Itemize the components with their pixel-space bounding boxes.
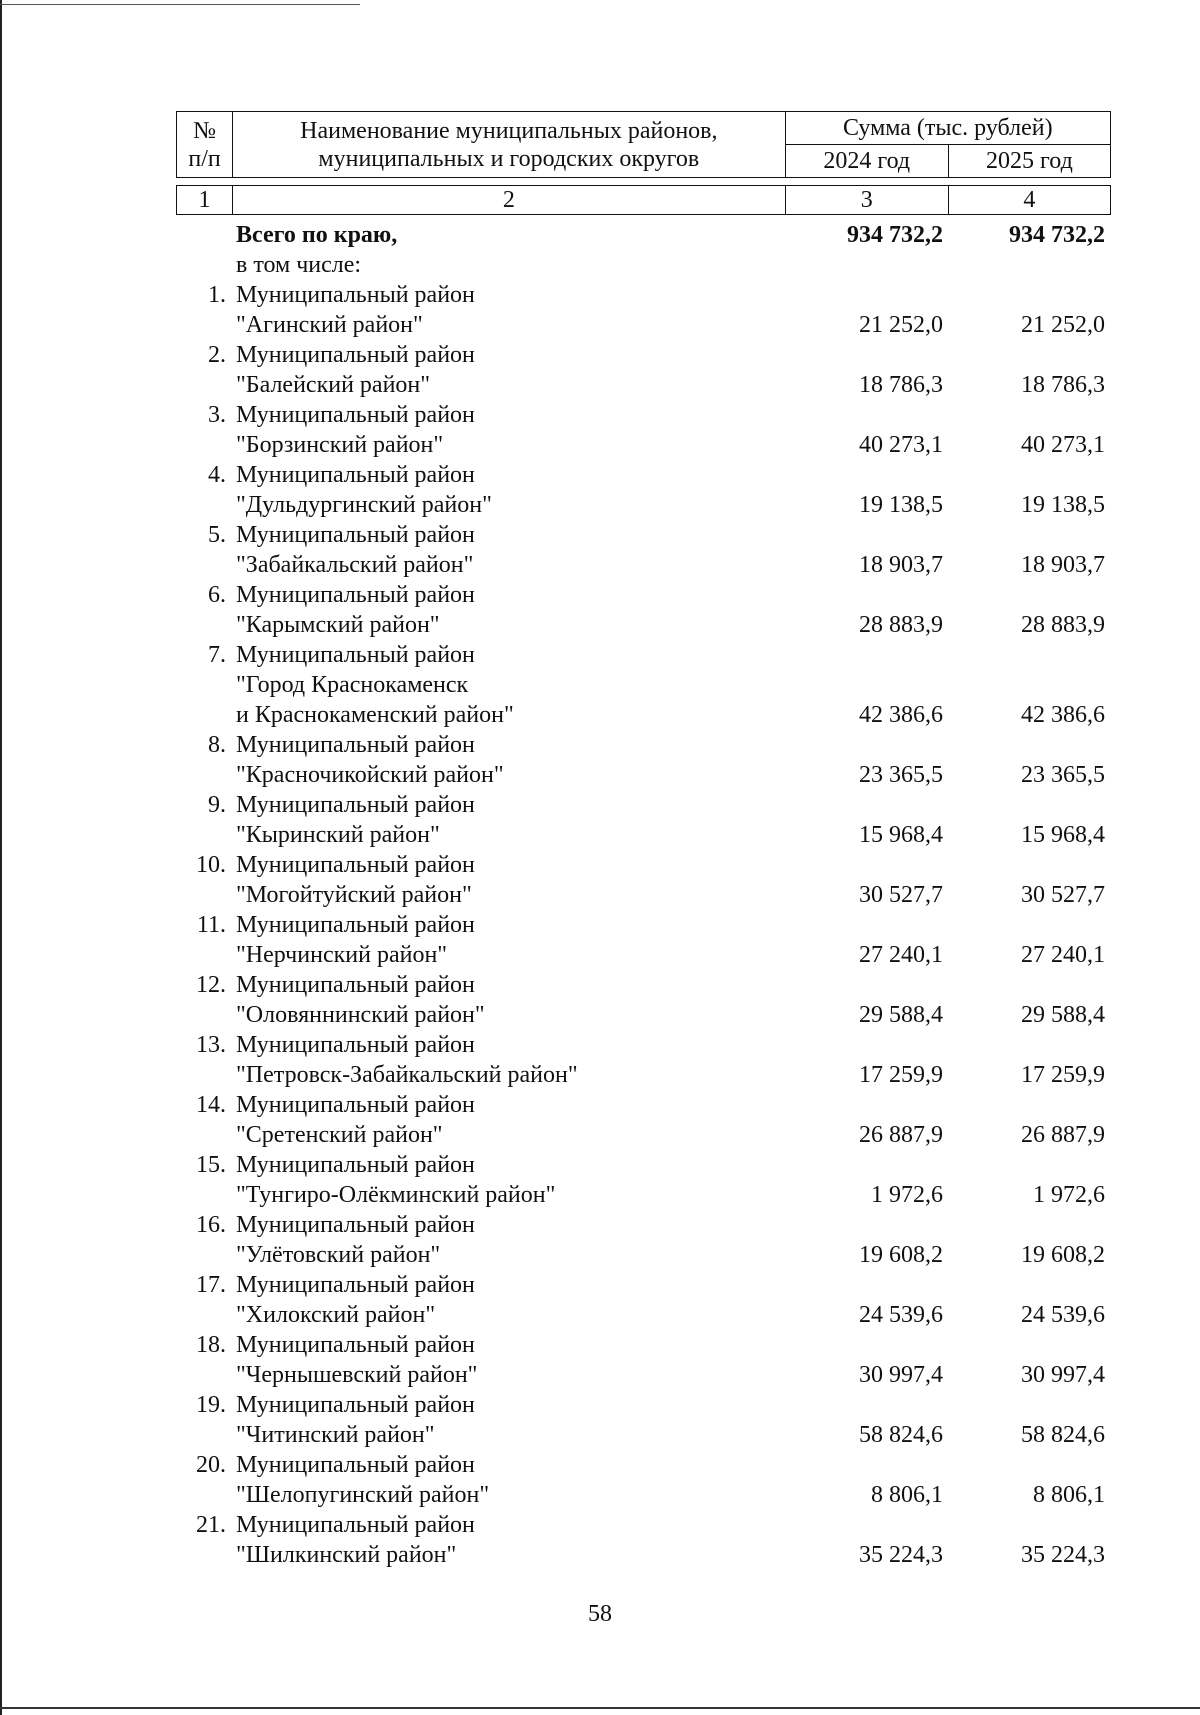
row-value-2024: 15 968,4: [859, 822, 943, 848]
row-name-line: Муниципальный район: [236, 1452, 475, 1478]
table-row: [176, 1150, 1111, 1210]
including-row: [176, 250, 1111, 280]
row-value-2024: 40 273,1: [859, 432, 943, 458]
header-name-cell: [233, 112, 786, 178]
district-rows: [176, 280, 1111, 1570]
row-name-line: Муниципальный район: [236, 282, 475, 308]
row-number: 20.: [196, 1452, 226, 1478]
row-value-2025: 21 252,0: [1021, 312, 1105, 338]
row-value-2024: 18 786,3: [859, 372, 943, 398]
row-district-name: [232, 1210, 784, 1270]
header-year-2025: 2025 год: [948, 145, 1110, 178]
row-value-2025: 18 786,3: [1021, 372, 1105, 398]
row-value-2025: 24 539,6: [1021, 1302, 1105, 1328]
row-name-line: Муниципальный район: [236, 852, 475, 878]
row-number: 19.: [196, 1392, 226, 1418]
row-value-2025: 40 273,1: [1021, 432, 1105, 458]
row-value-2025: 42 386,6: [1021, 702, 1105, 728]
total-num: [176, 220, 232, 250]
row-name-line: "Улётовский район": [236, 1242, 441, 1268]
row-value-2024: 27 240,1: [859, 942, 943, 968]
row-value-2024: 29 588,4: [859, 1002, 943, 1028]
row-district-name: [232, 1090, 784, 1150]
row-name-line: Муниципальный район: [236, 342, 475, 368]
row-name-line: Муниципальный район: [236, 912, 475, 938]
row-value-2025: 1 972,6: [1033, 1182, 1105, 1208]
row-name-line: "Агинский район": [236, 312, 423, 338]
row-number: 16.: [196, 1212, 226, 1238]
table-row: [176, 730, 1111, 790]
row-value-2025: 30 997,4: [1021, 1362, 1105, 1388]
row-number: 12.: [196, 972, 226, 998]
row-name-line: "Нерчинский район": [236, 942, 448, 968]
row-value-2025: 28 883,9: [1021, 612, 1105, 638]
table-row: [176, 1330, 1111, 1390]
row-value-2025: 26 887,9: [1021, 1122, 1105, 1148]
row-value-2024: 30 527,7: [859, 882, 943, 908]
row-number: 6.: [208, 582, 226, 608]
total-row: [176, 220, 1111, 250]
row-number: 10.: [196, 852, 226, 878]
column-number-3: 3: [785, 186, 948, 215]
row-number: 8.: [208, 732, 226, 758]
row-name-line: Муниципальный район: [236, 792, 475, 818]
row-name-line: Муниципальный район: [236, 1032, 475, 1058]
row-number: 9.: [208, 792, 226, 818]
table-body: [176, 220, 1111, 1570]
row-name-line: "Борзинский район": [236, 432, 444, 458]
row-name-line: "Тунгиро-Олёкминский район": [236, 1182, 556, 1208]
row-value-2025: 15 968,4: [1021, 822, 1105, 848]
row-name-line: "Кыринский район": [236, 822, 440, 848]
row-district-name: [232, 1030, 784, 1090]
row-value-2024: 23 365,5: [859, 762, 943, 788]
table-row: [176, 970, 1111, 1030]
row-value-2025: 19 608,2: [1021, 1242, 1105, 1268]
header-num-line2: п/п: [188, 145, 221, 172]
row-name-line: "Карымский район": [236, 612, 440, 638]
row-name-line: Муниципальный район: [236, 1092, 475, 1118]
table-row: [176, 640, 1111, 730]
table-row: [176, 850, 1111, 910]
header-year-2024: 2024 год: [785, 145, 948, 178]
row-value-2024: 42 386,6: [859, 702, 943, 728]
row-value-2025: 29 588,4: [1021, 1002, 1105, 1028]
row-name-line: Муниципальный район: [236, 972, 475, 998]
row-name-line: "Забайкальский район": [236, 552, 474, 578]
row-number: 15.: [196, 1152, 226, 1178]
row-district-name: [232, 1150, 784, 1210]
table-row: [176, 580, 1111, 640]
column-number-2: 2: [233, 186, 786, 215]
row-district-name: [232, 1270, 784, 1330]
row-name-line: "Шелопугинский район": [236, 1482, 490, 1508]
row-name-line: "Город Краснокаменск: [236, 672, 469, 698]
row-number: 11.: [196, 912, 226, 938]
total-2024: 934 732,2: [847, 222, 943, 248]
page-number: 58: [588, 1601, 612, 1627]
row-value-2025: 58 824,6: [1021, 1422, 1105, 1448]
row-name-line: "Дульдургинский район": [236, 492, 492, 518]
table-row: [176, 460, 1111, 520]
row-district-name: [232, 520, 784, 580]
row-name-line: "Оловяннинский район": [236, 1002, 485, 1028]
scan-border-top: [0, 4, 360, 5]
table-row: [176, 910, 1111, 970]
table-row: [176, 1390, 1111, 1450]
table-row: [176, 1510, 1111, 1570]
row-value-2024: 18 903,7: [859, 552, 943, 578]
row-value-2025: 17 259,9: [1021, 1062, 1105, 1088]
row-name-line: Муниципальный район: [236, 1512, 475, 1538]
row-number: 3.: [208, 402, 226, 428]
row-district-name: [232, 730, 784, 790]
row-district-name: [232, 850, 784, 910]
row-district-name: [232, 640, 784, 730]
row-number: 14.: [196, 1092, 226, 1118]
row-value-2025: 18 903,7: [1021, 552, 1105, 578]
row-district-name: [232, 400, 784, 460]
row-name-line: Муниципальный район: [236, 522, 475, 548]
row-value-2024: 28 883,9: [859, 612, 943, 638]
table-row: [176, 400, 1111, 460]
table-row: [176, 1030, 1111, 1090]
row-name-line: "Красночикойский район": [236, 762, 504, 788]
row-value-2024: 30 997,4: [859, 1362, 943, 1388]
row-value-2025: 23 365,5: [1021, 762, 1105, 788]
row-number: 21.: [196, 1512, 226, 1538]
row-number: 4.: [208, 462, 226, 488]
including-label: в том числе:: [236, 252, 362, 278]
row-number: 2.: [208, 342, 226, 368]
row-name-line: "Сретенский район": [236, 1122, 443, 1148]
header-sum-cell: Сумма (тыс. рублей): [785, 112, 1110, 145]
row-number: 1.: [208, 282, 226, 308]
column-number-4: 4: [948, 186, 1110, 215]
row-district-name: [232, 790, 784, 850]
row-value-2024: 21 252,0: [859, 312, 943, 338]
table-row: [176, 1450, 1111, 1510]
row-value-2024: 8 806,1: [871, 1482, 943, 1508]
table-row: [176, 280, 1111, 340]
table-row: [176, 1210, 1111, 1270]
row-value-2024: 58 824,6: [859, 1422, 943, 1448]
table-row: [176, 1270, 1111, 1330]
row-name-line: Муниципальный район: [236, 1392, 475, 1418]
row-name-line: Муниципальный район: [236, 582, 475, 608]
row-name-line: Муниципальный район: [236, 642, 475, 668]
row-name-line: Муниципальный район: [236, 1152, 475, 1178]
table-row: [176, 340, 1111, 400]
column-number-1: 1: [177, 186, 233, 215]
row-value-2024: 19 138,5: [859, 492, 943, 518]
row-district-name: [232, 970, 784, 1030]
header-name-line1: Наименование муниципальных районов,: [300, 117, 718, 144]
table-row: [176, 520, 1111, 580]
row-value-2025: 19 138,5: [1021, 492, 1105, 518]
row-district-name: [232, 580, 784, 640]
row-district-name: [232, 1510, 784, 1570]
row-name-line: и Краснокаменский район": [236, 702, 514, 728]
row-number: 18.: [196, 1332, 226, 1358]
row-district-name: [232, 460, 784, 520]
row-district-name: [232, 1450, 784, 1510]
row-value-2025: 30 527,7: [1021, 882, 1105, 908]
row-name-line: "Петровск-Забайкальский район": [236, 1062, 578, 1088]
scan-border-left: [0, 0, 2, 1715]
row-value-2025: 8 806,1: [1033, 1482, 1105, 1508]
header-name-line2: муниципальных и городских округов: [318, 145, 700, 172]
row-district-name: [232, 1330, 784, 1390]
header-num-line1: №: [193, 117, 216, 144]
row-district-name: [232, 1390, 784, 1450]
row-name-line: Муниципальный район: [236, 462, 475, 488]
total-2025: 934 732,2: [1009, 222, 1105, 248]
row-value-2025: 27 240,1: [1021, 942, 1105, 968]
row-number: 5.: [208, 522, 226, 548]
row-district-name: [232, 280, 784, 340]
row-name-line: Муниципальный район: [236, 402, 475, 428]
row-name-line: Муниципальный район: [236, 1332, 475, 1358]
total-label: Всего по краю,: [236, 222, 398, 248]
table-row: [176, 790, 1111, 850]
row-name-line: Муниципальный район: [236, 1272, 475, 1298]
row-value-2024: 19 608,2: [859, 1242, 943, 1268]
row-name-line: Муниципальный район: [236, 732, 475, 758]
row-number: 13.: [196, 1032, 226, 1058]
row-name-line: Муниципальный район: [236, 1212, 475, 1238]
row-name-line: "Хилокский район": [236, 1302, 436, 1328]
row-value-2024: 24 539,6: [859, 1302, 943, 1328]
row-name-line: "Могойтуйский район": [236, 882, 472, 908]
row-district-name: [232, 340, 784, 400]
table-row: [176, 1090, 1111, 1150]
row-value-2024: 17 259,9: [859, 1062, 943, 1088]
table-header: [176, 111, 1111, 178]
header-num-cell: [177, 112, 233, 178]
row-number: 17.: [196, 1272, 226, 1298]
row-name-line: "Балейский район": [236, 372, 431, 398]
row-name-line: "Читинский район": [236, 1422, 435, 1448]
row-number: 7.: [208, 642, 226, 668]
row-name-line: "Чернышевский район": [236, 1362, 478, 1388]
row-district-name: [232, 910, 784, 970]
row-value-2024: 35 224,3: [859, 1542, 943, 1568]
row-name-line: "Шилкинский район": [236, 1542, 457, 1568]
row-value-2024: 26 887,9: [859, 1122, 943, 1148]
scan-border-bottom: [0, 1707, 1200, 1709]
row-value-2025: 35 224,3: [1021, 1542, 1105, 1568]
row-value-2024: 1 972,6: [871, 1182, 943, 1208]
column-numbers-row: [176, 185, 1111, 215]
